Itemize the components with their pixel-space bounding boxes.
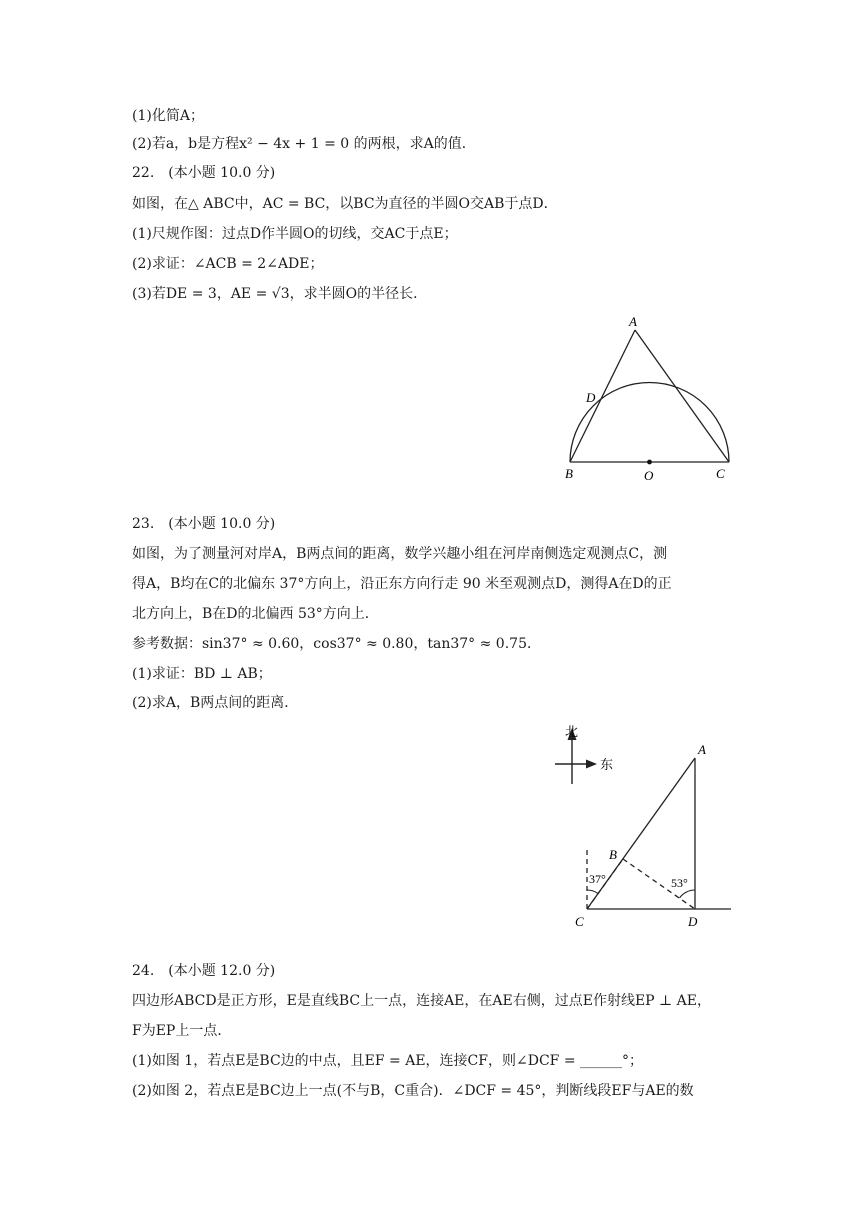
label-b: B (609, 847, 617, 862)
q21-part1: (1)化简A； (132, 108, 204, 124)
q24-stem-line2: F为EP上一点． (132, 1023, 232, 1039)
segment-ab (570, 330, 635, 462)
label-a: A (629, 314, 637, 329)
q23-part1: (1)求证：BD ⊥ AB； (132, 666, 272, 682)
q22-header: 22. (本小题 10.0 分) (132, 165, 276, 181)
label-d: D (688, 914, 698, 929)
q24-stem-line1: 四边形ABCD是正方形，E是直线BC上一点，连接AE，在AE右侧，过点E作射线EP ⊥ AE， (132, 993, 711, 1009)
q23-stem-line3: 北方向上，B在D的北偏西 53°方向上． (132, 606, 379, 622)
q21-part2: (2)若a，b是方程x² − 4x + 1 = 0 的两根，求A的值． (132, 136, 476, 152)
center-point-o (647, 460, 652, 465)
q22-part2: (2)求证：∠ACB = 2∠ADE； (132, 256, 324, 272)
q23-stem-line2: 得A，B均在C的北偏东 37°方向上，沿正东方向行走 90 米至观测点D，测得A在D的正 (132, 576, 672, 592)
label-d: D (586, 390, 596, 405)
label-o: O (644, 468, 654, 483)
label-north: 北 (565, 724, 579, 739)
q24-part2: (2)如图 2，若点E是BC边上一点(不与B，C重合)．∠DCF = 45°，判断线段EF与AE的数 (132, 1083, 694, 1099)
label-a: A (698, 742, 706, 757)
q22-stem: 如图，在△ ABC中，AC = BC，以BC为直径的半圆O交AB于点D． (132, 196, 558, 212)
label-b: B (565, 466, 573, 481)
q22-part3: (3)若DE = 3，AE = √3，求半圆O的半径长． (132, 286, 428, 302)
q22-part1: (1)尺规作图：过点D作半圆O的切线，交AC于点E； (132, 226, 458, 242)
segment-ac (635, 330, 729, 462)
q24-part1: (1)如图 1，若点E是BC边的中点，且EF = AE，连接CF，则∠DCF = ______°； (132, 1053, 643, 1069)
q23-part2: (2)求A，B两点间的距离． (132, 695, 299, 711)
q23-reference-data: 参考数据：sin37° ≈ 0.60，cos37° ≈ 0.80，tan37° ≈ 0.75． (132, 636, 541, 652)
q24-header: 24. (本小题 12.0 分) (132, 963, 276, 979)
label-c: C (716, 466, 725, 481)
q23-stem-line1: 如图，为了测量河对岸A，B两点间的距离，数学兴趣小组在河岸南侧选定观测点C，测 (132, 546, 668, 562)
label-c: C (575, 914, 584, 929)
label-east: 东 (600, 757, 614, 772)
q22-figure (555, 310, 750, 490)
angle-arc-c (587, 890, 598, 894)
q23-header: 23. (本小题 10.0 分) (132, 516, 276, 532)
east-arrow-icon (586, 760, 597, 769)
label-angle-37: 37° (589, 872, 606, 886)
label-angle-53: 53° (671, 876, 688, 890)
angle-arc-d (680, 890, 696, 898)
q23-figure (545, 720, 740, 935)
